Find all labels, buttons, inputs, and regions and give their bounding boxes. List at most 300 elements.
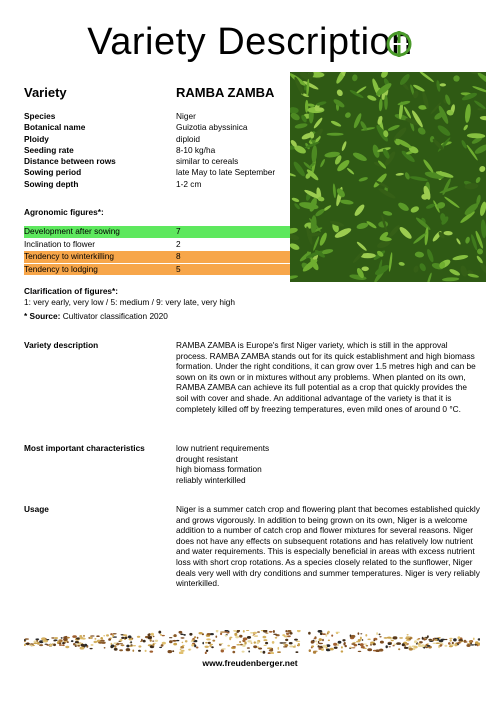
- seed-shape: [94, 638, 96, 640]
- seed-shape: [45, 644, 48, 645]
- spec-label: Botanical name: [24, 122, 86, 133]
- seed-shape: [289, 632, 292, 635]
- page-title: [0, 18, 500, 66]
- seed-shape: [197, 637, 199, 639]
- seed-shape: [188, 649, 190, 650]
- seed-shape: [441, 639, 445, 641]
- seed-shape: [391, 640, 394, 641]
- agro-label: Inclination to flower: [24, 238, 96, 249]
- seed-shape: [205, 646, 209, 648]
- seed-shape: [108, 638, 111, 641]
- seed-shape: [260, 651, 262, 653]
- seed-shape: [331, 635, 333, 637]
- description-label: Variety description: [24, 340, 99, 350]
- seed-shape: [269, 631, 273, 633]
- seed-shape: [453, 638, 457, 641]
- seed-shape: [466, 644, 470, 647]
- seed-shape: [285, 630, 287, 632]
- spec-row-row-distance: [24, 156, 290, 167]
- seed-shape: [75, 641, 79, 643]
- seed-shape: [284, 644, 288, 647]
- seed-shape: [458, 642, 461, 644]
- agro-label: Development after sowing: [24, 226, 120, 236]
- characteristics-list: [176, 443, 269, 485]
- seed-shape: [286, 633, 289, 635]
- seed-shape: [162, 642, 166, 645]
- seed-shape: [35, 638, 39, 640]
- seed-shape: [205, 642, 208, 644]
- seed-shape: [196, 647, 199, 649]
- seed-shape: [59, 642, 62, 644]
- seed-shape: [257, 631, 260, 633]
- usage-text: Niger is a summer catch crop and flowering plant that becomes established quickly and grows vigorously. In addition to being grown on its own, Niger is a welcome addition to a number of catch crop and flower mixtures for several reasons. Niger does not have any effects on subsequent rotations and has relatively low nutrient and water requirements. This is especially beneficial in areas with excess nutrient loss with short crop rotations. As a species closely related to the sunflower, Niger deals very well with dry conditions and summer temperatures. Niger is very reliably winterkilled.: [176, 504, 480, 589]
- seed-shape: [84, 644, 87, 647]
- seed-shape: [358, 651, 362, 652]
- seed-shape: [333, 643, 337, 646]
- seed-shape: [247, 636, 251, 639]
- seed-shape: [358, 632, 360, 635]
- seed-shape: [380, 641, 384, 644]
- seed-shape: [435, 639, 438, 641]
- seed-shape: [179, 651, 184, 654]
- seed-shape: [257, 641, 260, 644]
- seed-shape: [126, 648, 130, 650]
- page-title-text: Variety Description: [87, 21, 413, 63]
- seed-shape: [444, 645, 447, 647]
- variety-label: Variety: [24, 85, 67, 100]
- seed-shape: [338, 641, 342, 644]
- seed-shape: [115, 649, 117, 651]
- seed-shape: [265, 642, 268, 644]
- seed-shape: [308, 632, 311, 635]
- seed-shape: [422, 637, 424, 640]
- seed-shape: [189, 633, 192, 636]
- seed-shape: [373, 640, 375, 642]
- seed-shape: [360, 637, 362, 640]
- seed-shape: [158, 631, 161, 634]
- seed-shape: [185, 640, 188, 642]
- seed-shape: [227, 645, 230, 647]
- seed-shape: [36, 643, 40, 645]
- seed-shape: [327, 631, 329, 634]
- seed-shape: [239, 641, 241, 643]
- seed-shape: [100, 637, 103, 640]
- seed-shape: [39, 644, 43, 646]
- seed-shape: [345, 645, 347, 647]
- plant-photo: [290, 72, 486, 282]
- seed-shape: [210, 633, 214, 635]
- seed-shape: [191, 641, 194, 642]
- seed-shape: [285, 639, 288, 641]
- leaf-shape: [327, 133, 344, 136]
- seed-shape: [173, 643, 177, 646]
- seed-shape: [470, 644, 475, 645]
- seed-shape: [414, 640, 417, 643]
- seed-shape: [138, 645, 141, 647]
- seed-shape: [179, 631, 183, 634]
- seed-shape: [243, 630, 245, 633]
- seed-shape: [287, 635, 291, 637]
- seed-shape: [247, 640, 251, 642]
- seed-shape: [199, 632, 203, 634]
- seed-shape: [94, 641, 98, 643]
- seed-shape: [229, 637, 231, 640]
- seed-shape: [52, 643, 54, 644]
- seed-shape: [234, 633, 237, 636]
- seed-shape: [242, 644, 246, 647]
- seed-shape: [257, 646, 259, 648]
- seed-shape: [247, 647, 250, 649]
- seed-shape: [309, 649, 311, 652]
- seed-shape: [313, 651, 316, 654]
- spec-row-ploidy: [24, 134, 290, 145]
- list-item: drought resistant: [176, 453, 238, 464]
- seed-shape: [315, 640, 317, 642]
- seed-shape: [407, 634, 409, 635]
- agro-value: 8: [176, 251, 181, 261]
- seed-shape: [253, 632, 257, 634]
- leaf-shape: [440, 83, 446, 86]
- seed-shape: [121, 637, 124, 639]
- clarification-heading: Clarification of figures*:: [24, 286, 119, 296]
- spec-value: diploid: [176, 133, 200, 144]
- seed-shape: [436, 642, 440, 644]
- seed-shape: [336, 632, 338, 634]
- seed-shape: [61, 637, 63, 639]
- seed-shape: [351, 643, 355, 645]
- seed-shape: [206, 650, 208, 652]
- seed-shape: [133, 645, 136, 646]
- seed-shape: [226, 632, 229, 634]
- seed-shape: [376, 632, 378, 635]
- spec-row-sowing-depth: [24, 179, 290, 190]
- seed-shape: [388, 643, 391, 645]
- seed-shape: [253, 645, 257, 648]
- seed-shape: [148, 636, 152, 638]
- seed-shape: [220, 631, 224, 632]
- seed-shape: [351, 635, 356, 638]
- seed-shape: [151, 633, 154, 636]
- seed-shape: [418, 643, 421, 646]
- seed-shape: [277, 651, 281, 653]
- leaf-shape: [384, 95, 388, 110]
- seed-shape: [153, 636, 155, 637]
- seed-shape: [191, 644, 194, 647]
- seed-shape: [254, 641, 256, 643]
- seed-shape: [25, 638, 29, 640]
- agro-row: [24, 226, 290, 239]
- seed-strip-image: [24, 630, 480, 654]
- seed-shape: [393, 636, 398, 639]
- seed-shape: [322, 633, 326, 635]
- seed-shape: [210, 644, 213, 645]
- seed-shape: [102, 640, 104, 641]
- agro-value: 5: [176, 263, 181, 274]
- seed-shape: [60, 640, 62, 641]
- spec-label: Sowing depth: [24, 178, 79, 189]
- agro-label: Tendency to lodging: [24, 263, 98, 274]
- seed-shape: [449, 638, 452, 639]
- seed-shape: [341, 650, 344, 652]
- seed-shape: [43, 641, 47, 642]
- seed-shape: [150, 639, 152, 642]
- seed-shape: [73, 643, 76, 645]
- seed-shape: [404, 645, 406, 648]
- spec-value: 8-10 kg/ha: [176, 144, 216, 155]
- variety-name: RAMBA ZAMBA: [176, 85, 275, 100]
- seed-shape: [194, 644, 196, 647]
- seed-shape: [451, 644, 455, 645]
- agro-value: 2: [176, 238, 181, 249]
- seed-shape: [159, 647, 162, 648]
- seed-shape: [313, 640, 315, 641]
- characteristics-label: Most important characteristics: [24, 443, 145, 453]
- seed-shape: [396, 642, 401, 645]
- seed-shape: [80, 637, 83, 639]
- seed-shape: [343, 643, 345, 646]
- seed-shape: [448, 642, 451, 645]
- source-label: * Source:: [24, 311, 61, 321]
- seed-shape: [318, 641, 320, 644]
- seed-shape: [263, 630, 267, 633]
- seed-shape: [263, 636, 267, 639]
- seed-shape: [296, 641, 301, 642]
- spec-value: late May to late September: [176, 167, 276, 178]
- seed-shape: [242, 651, 245, 653]
- spec-row-species: [24, 111, 290, 122]
- seed-shape: [469, 640, 472, 642]
- seed-shape: [129, 646, 133, 647]
- seed-shape: [111, 645, 115, 648]
- seed-shape: [123, 634, 127, 636]
- seed-shape: [433, 638, 435, 641]
- seed-shape: [263, 651, 266, 654]
- seed-shape: [429, 641, 433, 642]
- spec-value: Guizotia abyssinica: [176, 122, 248, 133]
- seed-shape: [289, 642, 293, 644]
- seed-shape: [239, 635, 242, 638]
- seed-shape: [155, 640, 158, 642]
- seed-shape: [350, 647, 352, 649]
- seed-shape: [458, 636, 461, 639]
- seed-shape: [366, 645, 369, 647]
- seed-shape: [29, 645, 33, 646]
- seed-shape: [236, 644, 240, 646]
- seed-shape: [417, 639, 420, 641]
- seed-shape: [320, 633, 323, 636]
- clarification: [24, 286, 294, 307]
- clarification-text: 1: very early, very low / 5: medium / 9: very late, very high: [24, 296, 236, 307]
- seed-shape: [124, 637, 127, 639]
- seed-shape: [121, 644, 125, 646]
- seed-shape: [269, 649, 273, 651]
- seed-shape: [168, 650, 173, 653]
- seed-shape: [191, 640, 194, 641]
- seed-shape: [367, 648, 372, 651]
- seed-shape: [409, 648, 413, 651]
- spec-label: Distance between rows: [24, 156, 116, 167]
- seed-shape: [225, 635, 228, 637]
- seed-shape: [67, 641, 69, 643]
- spec-value: 1-2 cm: [176, 178, 202, 189]
- seed-shape: [232, 651, 235, 654]
- footer-url[interactable]: www.freudenberger.net: [202, 658, 298, 668]
- seed-shape: [138, 650, 141, 652]
- seed-shape: [182, 642, 184, 644]
- list-item: low nutrient requirements: [176, 443, 270, 453]
- source-note: [24, 311, 168, 321]
- seed-shape: [91, 644, 94, 645]
- seed-shape: [114, 645, 116, 648]
- seed-shape: [181, 637, 185, 638]
- seed-shape: [440, 644, 443, 647]
- seed-shape: [367, 639, 370, 641]
- seed-shape: [276, 634, 280, 636]
- seed-shape: [137, 636, 140, 638]
- seed-shape: [341, 646, 343, 648]
- agronomic-table: [24, 226, 290, 276]
- seed-shape: [370, 643, 373, 645]
- seed-shape: [90, 648, 93, 649]
- seed-shape: [293, 646, 296, 648]
- spec-label: Species: [24, 111, 56, 121]
- seed-shape: [254, 635, 258, 636]
- seed-shape: [59, 644, 62, 646]
- seed-shape: [295, 651, 298, 653]
- seed-shape: [235, 636, 239, 639]
- seed-shape: [375, 649, 380, 652]
- seed-shape: [458, 639, 463, 642]
- seed-shape: [120, 639, 123, 642]
- seed-shape: [161, 644, 164, 647]
- seed-shape: [72, 635, 77, 638]
- seed-shape: [119, 649, 123, 651]
- seed-shape: [421, 644, 425, 647]
- seed-shape: [182, 645, 185, 647]
- seed-shape: [334, 647, 338, 649]
- seed-shape: [96, 635, 100, 637]
- seed-shape: [272, 641, 275, 644]
- seed-shape: [232, 646, 236, 648]
- seed-shape: [425, 637, 428, 639]
- seed-shape: [162, 635, 165, 636]
- seed-shape: [150, 651, 154, 653]
- seed-shape: [363, 644, 367, 645]
- seed-shape: [362, 639, 364, 641]
- seed-shape: [275, 637, 278, 639]
- seed-shape: [63, 636, 66, 639]
- seed-shape: [379, 636, 381, 637]
- source-text: Cultivator classification 2020: [62, 311, 168, 321]
- seed-shape: [251, 642, 253, 644]
- seed-shape: [445, 639, 448, 640]
- seed-shape: [180, 649, 182, 651]
- seed-shape: [152, 644, 154, 647]
- logo-icon: [386, 31, 412, 57]
- seed-shape: [298, 643, 300, 646]
- seed-shape: [399, 637, 403, 638]
- seed-shape: [180, 646, 184, 649]
- list-item: high biomass formation: [176, 464, 262, 475]
- seed-shape: [427, 645, 431, 647]
- seed-shape: [140, 641, 142, 642]
- seed-shape: [62, 642, 65, 644]
- agro-value: 7: [176, 226, 181, 236]
- seed-shape: [265, 633, 268, 634]
- seed-shape: [389, 646, 391, 647]
- seed-shape: [211, 646, 214, 648]
- seed-shape: [215, 636, 217, 638]
- seed-shape: [294, 639, 298, 641]
- seed-shape: [264, 645, 267, 646]
- seed-shape: [128, 635, 132, 638]
- seed-shape: [49, 644, 52, 647]
- seed-shape: [81, 644, 85, 647]
- seed-shape: [143, 640, 146, 643]
- seed-shape: [267, 647, 272, 649]
- seed-shape: [25, 643, 30, 645]
- seed-shape: [36, 640, 38, 642]
- seed-shape: [316, 644, 318, 645]
- seed-shape: [452, 642, 454, 645]
- seed-shape: [297, 630, 301, 632]
- seed-shape: [103, 635, 105, 636]
- seed-shape: [172, 650, 174, 652]
- seed-shape: [283, 646, 287, 647]
- seed-shape: [328, 640, 330, 642]
- seed-shape: [194, 636, 196, 638]
- seed-shape: [220, 633, 222, 635]
- seed-shape: [318, 645, 320, 648]
- seed-shape: [478, 638, 480, 640]
- seed-shape: [80, 647, 85, 650]
- seed-shape: [208, 642, 211, 644]
- seed-shape: [314, 638, 317, 639]
- seed-shape: [129, 638, 133, 640]
- seed-shape: [404, 647, 409, 649]
- seed-shape: [212, 640, 215, 642]
- seed-shape: [360, 633, 362, 634]
- seed-shape: [330, 648, 334, 651]
- seed-shape: [319, 638, 322, 641]
- spec-row-botanical-name: [24, 122, 290, 133]
- agro-label: Tendency to winterkilling: [24, 251, 114, 261]
- seed-shape: [246, 630, 249, 631]
- seed-shape: [270, 652, 274, 654]
- agro-row: [24, 251, 290, 264]
- plant-photo-image: [290, 72, 486, 282]
- seed-shape: [318, 643, 323, 644]
- seed-shape: [406, 636, 410, 638]
- seed-shape: [83, 635, 85, 637]
- seed-shape: [466, 641, 468, 642]
- spec-row-seeding-rate: [24, 145, 290, 156]
- seed-shape: [379, 634, 381, 636]
- seed-shape: [273, 630, 275, 633]
- seed-shape: [311, 647, 313, 649]
- seed-shape: [160, 634, 162, 636]
- seed-shape: [358, 644, 360, 646]
- seed-shape: [318, 648, 321, 650]
- spec-label: Sowing period: [24, 167, 82, 178]
- seed-shape: [278, 647, 280, 650]
- seed-shape: [393, 644, 396, 646]
- seed-shape: [221, 648, 225, 649]
- seed-shape: [169, 637, 172, 638]
- seed-shape: [62, 644, 65, 646]
- seed-shape: [365, 634, 367, 637]
- seed-shape: [148, 634, 151, 637]
